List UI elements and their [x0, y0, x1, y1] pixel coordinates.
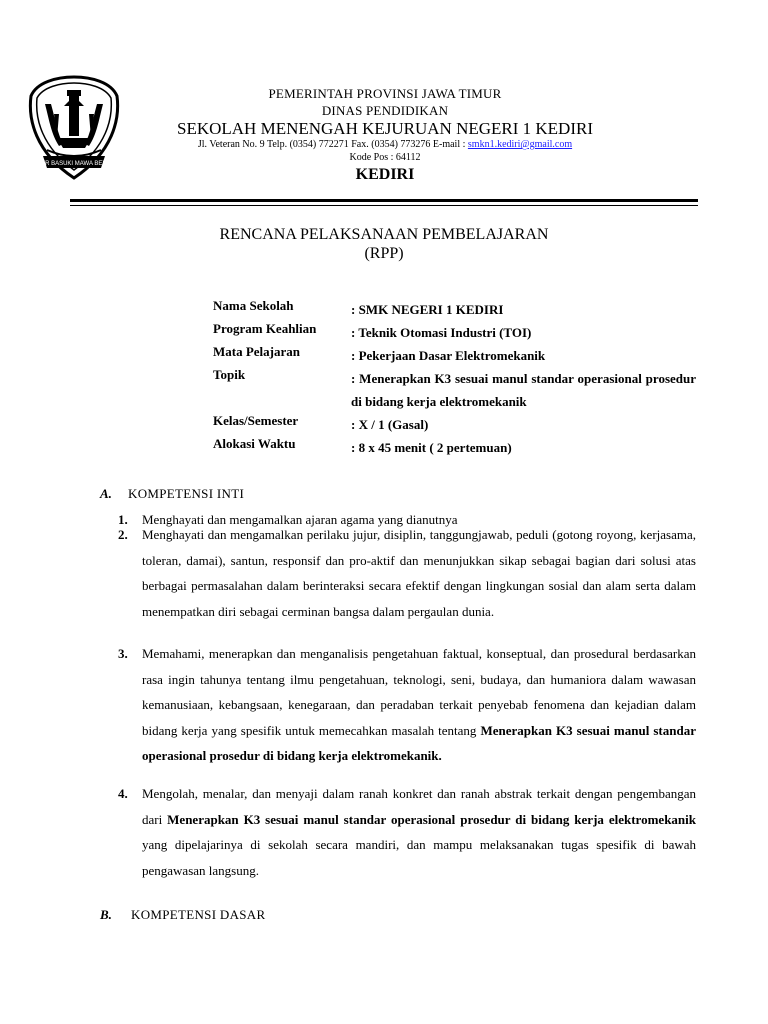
header-postal-code: Kode Pos : 64112	[349, 152, 421, 163]
item-text: Menghayati dan mengamalkan perilaku jujur, disiplin, tanggungjawab, peduli (gotong royong, kerjasama, toleran, damai), santun, responsif dan pro-aktif dan menunjukkan sikap sebagai bagian dari solusi atas berbagai permasalahan dalam berinteraksi secara efektif dengan lingkungan sosial dan alam serta dalam menempatkan diri sebagai cerminan bangsa dalam pergaulan dunia.	[142, 527, 696, 619]
list-item	[118, 522, 696, 624]
item-text	[142, 641, 696, 769]
info-label: Kelas/Semester	[213, 413, 299, 428]
item-number: 4.	[118, 786, 128, 801]
header-city: KEDIRI	[355, 166, 415, 183]
info-value: : X / 1 (Gasal)	[351, 417, 429, 432]
info-value: : SMK NEGERI 1 KEDIRI	[351, 302, 504, 317]
item-number: 1.	[118, 512, 128, 527]
info-value: : Menerapkan K3 sesuai manul standar operasional prosedur di bidang kerja elektromekanik	[351, 371, 696, 409]
address-text: Jl. Veteran No. 9 Telp. (0354) 772271 Fax. (0354) 773276 E-mail :	[197, 139, 468, 150]
section-letter: B.	[100, 907, 112, 922]
document-title: RENCANA PELAKSANAAN PEMBELAJARAN	[219, 226, 549, 243]
item-text-plain: Memahami, menerapkan dan menganalisis pengetahuan faktual, konseptual, dan prosedural berdasarkan rasa ingin tahunya tentang ilmu pengetahuan, teknologi, seni, budaya, dan humaniora dalam wawasan kemanusiaan, kebangsaan, kenegaraan, dan peradaban terkait penyebab fenomena dan kejadian dalam bidang kerja yang spesifik untuk memecahkan masalah tentang	[142, 646, 696, 738]
item-number: 3.	[118, 646, 128, 661]
letterhead-thin-rule	[70, 205, 698, 206]
info-value: : 8 x 45 menit ( 2 pertemuan)	[351, 440, 512, 455]
info-value: : Teknik Otomasi Industri (TOI)	[351, 325, 532, 340]
item-text-plain: yang dipelajarinya di sekolah secara mandiri, dan mampu melaksanakan tugas spesifik di bawah pengawasan langsung.	[142, 837, 696, 878]
info-value: : Pekerjaan Dasar Elektromekanik	[351, 348, 546, 363]
section-letter: A.	[100, 486, 112, 501]
info-label: Mata Pelajaran	[213, 344, 301, 359]
item-text-plain: Mengolah, menalar, dan menyaji dalam ranah konkret dan ranah abstrak terkait dengan pengembangan dari	[142, 786, 696, 827]
list-item	[118, 641, 696, 769]
document-subtitle: (RPP)	[364, 245, 404, 262]
info-label: Topik	[213, 367, 246, 382]
letterhead-thick-rule	[70, 199, 698, 202]
logo-motto: JER BASUKI MAWA BEYA	[38, 161, 110, 167]
section-title: KOMPETENSI INTI	[128, 486, 245, 501]
item-text-bold: Menerapkan K3 sesuai manul standar operasional prosedur di bidang kerja elektromekanik.	[142, 722, 696, 763]
info-label: Nama Sekolah	[213, 298, 294, 313]
header-school-name: SEKOLAH MENENGAH KEJURUAN NEGERI 1 KEDIRI	[177, 119, 593, 138]
info-label: Alokasi Waktu	[213, 436, 296, 451]
header-government: PEMERINTAH PROVINSI JAWA TIMUR	[268, 86, 502, 101]
info-label: Program Keahlian	[213, 321, 317, 336]
item-text	[142, 781, 696, 883]
email-link[interactable]: smkn1.kediri@gmail.com	[467, 139, 573, 150]
header-address	[150, 140, 620, 150]
section-title: KOMPETENSI DASAR	[131, 907, 266, 922]
item-number: 2.	[118, 527, 128, 542]
list-item	[118, 781, 696, 883]
province-emblem-logo	[27, 74, 121, 182]
item-text: Menghayati dan mengamalkan ajaran agama yang dianutnya	[142, 512, 458, 527]
header-department: DINAS PENDIDIKAN	[321, 103, 449, 118]
item-text-bold: Menerapkan K3 sesuai manul standar operasional prosedur di bidang kerja elektromekanik	[167, 811, 696, 827]
